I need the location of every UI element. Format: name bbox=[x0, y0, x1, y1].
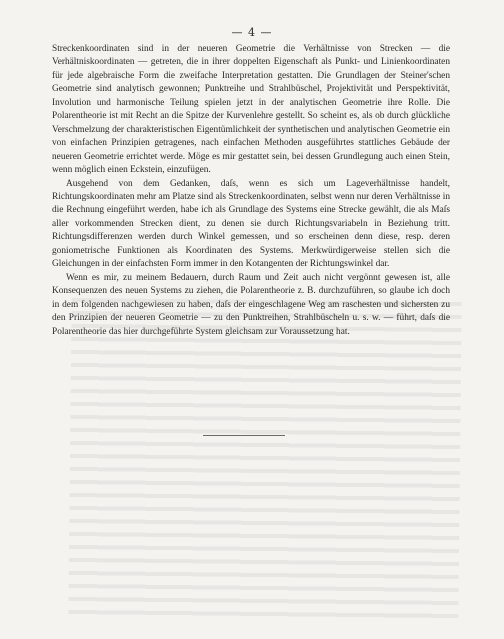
paragraph: Streckenkoordinaten sind in der neueren Geometrie die Verhältnisse von Strecken — die Verhältniskoordinaten — getreten, die in ihrer doppelten Eigenschaft als Punkt- und Linienkoordinaten für jede algebraische Form die zweifache Interpretation gestatten. Die Grundlagen der Steiner'schen Geometrie sind analytisch gewonnen; Punktreihe und Strahlbüschel, Projektivität und Perspektivität, Involution und harmonische Teilung spielen jetzt in der analytischen Geometrie ihre Rolle. Die Polarentheorie ist mit Recht an die Spitze der Kurvenlehre gestellt. So scheint es, als ob durch glückliche Verschmelzung der charakteristischen Eigentümlichkeit der synthetischen und analytischen Geometrie ein von einfachen Prinzipien getragenes, nach einfachen Methoden ausgeführtes stattliches Gebäude der neueren Geometrie errichtet werde. Möge es mir gestattet sein, bei dessen Grundlegung auch einen Stein, wenn möglich einen Eckstein, einzufügen. bbox=[52, 44, 450, 176]
body-text bbox=[52, 43, 450, 339]
paragraph: Wenn es mir, zu meinem Bedauern, durch Raum und Zeit auch nicht vergönnt gewesen ist, alle Konsequenzen des neuen Systems zu ziehen, die Polarentheorie z. B. durchzuführen, so glaube ich doch in dem folgenden nachgewiesen zu haben, daſs der eingeschlagene Weg am raschesten und sichersten zu den Prinzipien der neueren Geometrie — zu den Punktreihen, Strahlbüscheln u. s. w. — führt, daſs die Polarentheorie das hier durchgeführte System gleichsam zur Voraussetzung hat. bbox=[52, 272, 450, 337]
paragraph: Ausgehend von dem Gedanken, daſs, wenn es sich um Lageverhältnisse handelt, Richtungskoordinaten mehr am Platze sind als Streckenkoordinaten, selbst wenn nur deren Verhältnisse in die Rechnung eingeführt werden, habe ich als Grundlage des Systems eine Strecke gewählt, die als Maſs aller vorkommenden Strecken dient, zu denen sie durch Richtungsvariabeln in Beziehung tritt. Richtungsdifferenzen werden durch Winkel gemessen, und so erscheinen denn diese, resp. deren goniometrische Funktionen als Koordinaten des Systems. Merkwürdigerweise stellen sich die Gleichungen in der einfachsten Form immer in den Kotangenten der Richtungswinkel dar. bbox=[52, 178, 450, 270]
section-separator-rule bbox=[203, 435, 285, 436]
reverse-side-bleed-through bbox=[68, 298, 461, 622]
page-number: — 4 — bbox=[231, 26, 273, 39]
